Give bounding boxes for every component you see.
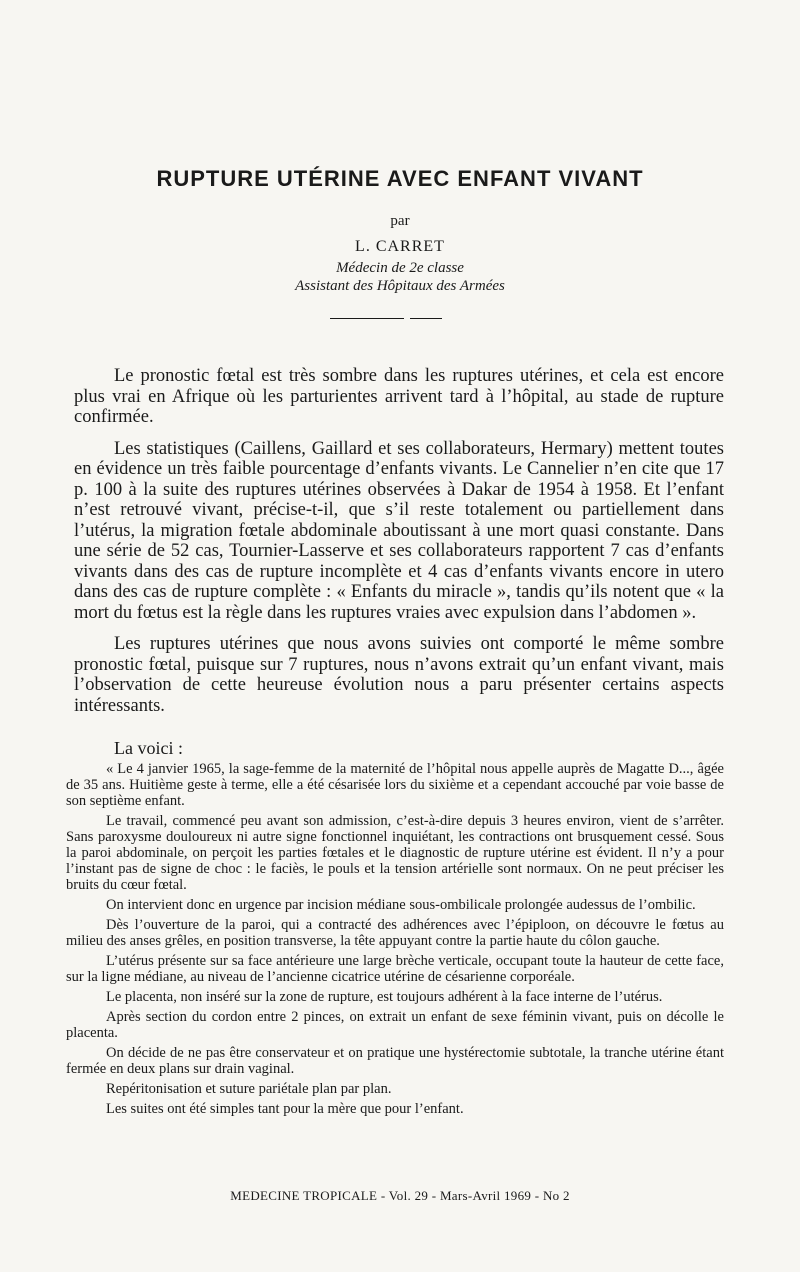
paragraph-prognosis: Le pronostic fœtal est très sombre dans les ruptures utérines, et cela est encore plus vrai en Afrique où les parturientes arrivent tard à l’hôpital, au stade de rupture confirmée. xyxy=(74,366,724,427)
separator-rule xyxy=(330,318,404,319)
observation-admission: « Le 4 janvier 1965, la sage-femme de la maternité de l’hôpital nous appelle auprès de Magatte D..., âgée de 35 ans. Huitième geste à terme, elle a été césarisée lors du sixième et a cependant accouché par voie basse de son septième enfant. xyxy=(66,761,724,809)
observation-uterus: L’utérus présente sur sa face antérieure une large brèche verticale, occupant toute la hauteur de cette face, sur la ligne médiane, au niveau de l’ancienne cicatrice utérine de césarienne corporéale. xyxy=(66,953,724,985)
observation-labour: Le travail, commencé peu avant son admission, c’est-à-dire depuis 3 heures environ, vient de s’arrêter. Sans paroxysme douloureux ni autre signe fonctionnel inquiétant, les contractions ont brusquement cessé. Sous la paroi abdominale, on perçoit les parties fœtales et le diagnostic de rupture utérine est évident. Il n’y a pour l’instant pas de signe de choc : le faciès, le pouls et la tension artérielle sont normaux. On ne peut préciser les bruits du cœur fœtal. xyxy=(66,813,724,893)
case-intro: La voici : xyxy=(114,738,183,758)
separator-rule-short xyxy=(410,318,442,319)
observation-incision: On intervient donc en urgence par incision médiane sous-ombilicale prolongée audessus de l’ombilic. xyxy=(106,897,696,913)
observation-extraction: Après section du cordon entre 2 pinces, on extrait un enfant de sexe féminin vivant, puis on décolle le placenta. xyxy=(66,1009,724,1041)
case-observation xyxy=(66,761,724,1121)
by-label: par xyxy=(390,213,410,229)
author-affiliation-rank: Médecin de 2e classe xyxy=(336,260,464,276)
observation-hysterectomy: On décide de ne pas être conservateur et on pratique une hystérectomie subtotale, la tranche utérine étant fermée en deux plans sur drain vaginal. xyxy=(66,1045,724,1077)
introduction-text xyxy=(74,366,724,727)
observation-outcome: Les suites ont été simples tant pour la mère que pour l’enfant. xyxy=(106,1101,464,1117)
paragraph-own-series: Les ruptures utérines que nous avons suivies ont comporté le même sombre pronostic fœtal, puisque sur 7 ruptures, nous n’avons extrait qu’un enfant vivant, mais l’observation de cette heureuse évolution nous a paru présenter certains aspects intéressants. xyxy=(74,634,724,716)
article-title: RUPTURE UTÉRINE AVEC ENFANT VIVANT xyxy=(156,166,644,191)
author-name: L. CARRET xyxy=(355,238,445,255)
author-affiliation-hospital: Assistant des Hôpitaux des Armées xyxy=(295,278,505,294)
paragraph-statistics: Les statistiques (Caillens, Gaillard et ses collaborateurs, Hermary) mettent toutes en évidence un très faible pourcentage d’enfants vivants. Le Cannelier n’en cite que 17 p. 100 à la suite des ruptures utérines observées à Dakar de 1954 à 1958. Et l’enfant n’est retrouvé vivant, précise-t-il, que s’il reste totalement ou partiellement dans l’utérus, la migration fœtale abdominale aboutissant à une mort quasi constante. Dans une série de 52 cas, Tournier-Lasserve et ses collaborateurs rapportent 7 cas d’enfants vivants dans des cas de rupture incomplète et 4 cas d’enfants vivants encore in utero dans des cas de rupture complète : « Enfants du miracle », tandis qu’ils notent que « la mort du fœtus est la règle dans les ruptures vraies avec expulsion dans l’abdomen ». xyxy=(74,438,724,623)
journal-footer: MEDECINE TROPICALE - Vol. 29 - Mars-Avril 1969 - No 2 xyxy=(230,1188,570,1203)
observation-placenta: Le placenta, non inséré sur la zone de rupture, est toujours adhérent à la face interne de l’utérus. xyxy=(106,989,663,1005)
observation-closure: Repéritonisation et suture pariétale plan par plan. xyxy=(106,1081,392,1097)
observation-findings: Dès l’ouverture de la paroi, qui a contracté des adhérences avec l’épiploon, on découvre le fœtus au milieu des anses grêles, en position transverse, la tête appuyant contre la partie haute du côlon gauche. xyxy=(66,917,724,949)
